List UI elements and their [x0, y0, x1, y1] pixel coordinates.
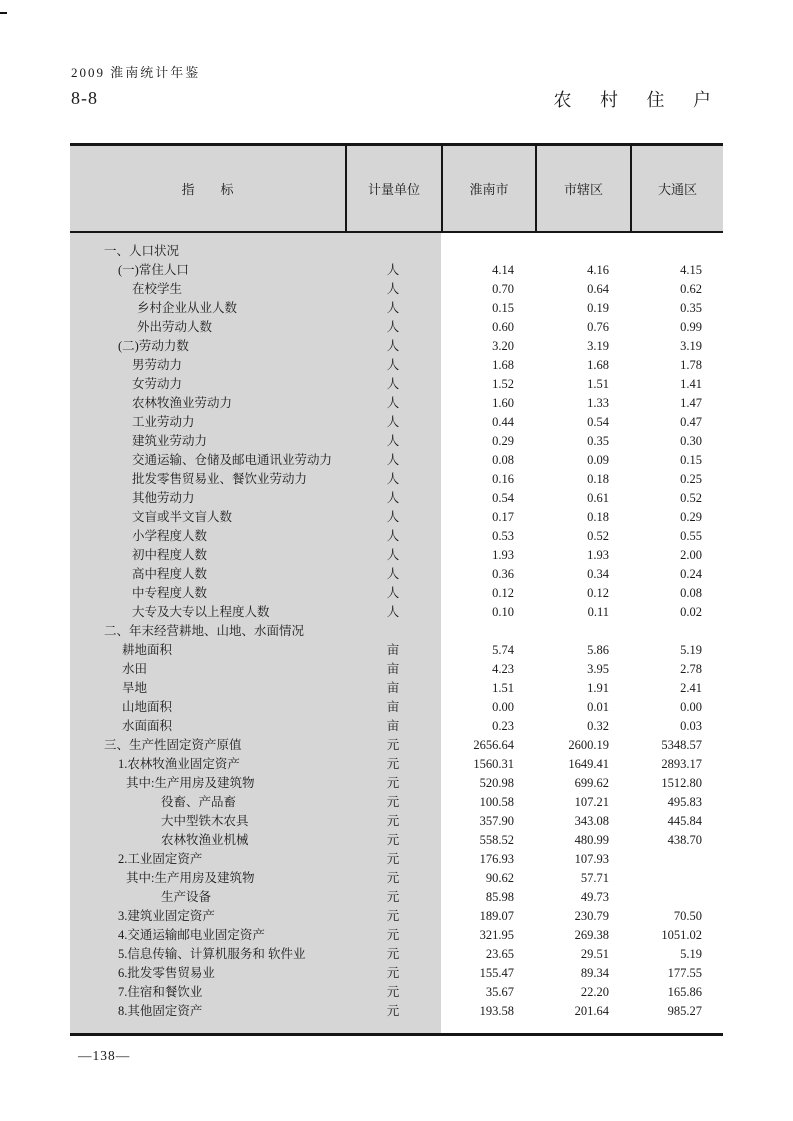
indicator-cell: 文盲或半文盲人数 [132, 510, 233, 524]
table-body [70, 233, 723, 1036]
col-header-huainan: 淮南市 [441, 146, 535, 231]
value-cell-huainan: 0.36 [492, 567, 514, 581]
value-cell-huainan: 0.16 [492, 472, 514, 486]
table-row [70, 603, 723, 622]
value-cell-datong: 1051.02 [661, 928, 702, 942]
table-row [70, 945, 723, 964]
table-row [70, 375, 723, 394]
value-cell-shixiaqu: 0.11 [587, 605, 609, 619]
col-header-shixiaqu: 市辖区 [535, 146, 630, 231]
value-cell-shixiaqu: 49.73 [580, 890, 609, 904]
value-cell-huainan: 2656.64 [473, 738, 514, 752]
indicator-cell: 一、人口状况 [104, 244, 180, 258]
value-cell-huainan: 1.51 [492, 681, 514, 695]
stats-table [70, 143, 723, 1036]
table-row [70, 337, 723, 356]
value-cell-shixiaqu: 343.08 [574, 814, 609, 828]
unit-cell [345, 242, 441, 261]
page-number: —138— [78, 1048, 131, 1063]
value-cell-shixiaqu: 2600.19 [568, 738, 609, 752]
table-row [70, 432, 723, 451]
value-cell-datong: 2.78 [680, 662, 702, 676]
table-row [70, 793, 723, 812]
value-cell-huainan [441, 622, 535, 641]
table-row [70, 755, 723, 774]
value-cell-datong [630, 242, 723, 261]
indicator-cell: 水面面积 [122, 719, 173, 733]
value-cell-datong: 445.84 [667, 814, 702, 828]
table-row [70, 736, 723, 755]
table-row [70, 831, 723, 850]
page-title: 农 村 住 户 [553, 90, 723, 110]
indicator-cell: 外出劳动人数 [137, 320, 213, 334]
value-cell-huainan: 189.07 [479, 909, 514, 923]
value-cell-shixiaqu: 0.54 [587, 415, 609, 429]
indicator-cell: 批发零售贸易业、餐饮业劳动力 [132, 472, 308, 486]
table-row [70, 394, 723, 413]
value-cell-shixiaqu [535, 242, 630, 261]
unit-cell: 人 [386, 358, 400, 372]
value-cell-shixiaqu: 480.99 [574, 833, 609, 847]
unit-cell: 亩 [386, 700, 400, 714]
value-cell-datong: 0.25 [680, 472, 702, 486]
value-cell-huainan: 0.15 [492, 301, 514, 315]
value-cell-datong: 70.50 [673, 909, 702, 923]
unit-cell: 人 [386, 453, 400, 467]
value-cell-shixiaqu: 0.18 [587, 510, 609, 524]
value-cell-shixiaqu: 107.21 [574, 795, 609, 809]
value-cell-datong [630, 850, 723, 869]
value-cell-huainan: 23.65 [485, 947, 514, 961]
value-cell-huainan: 85.98 [485, 890, 514, 904]
table-header [70, 143, 723, 233]
value-cell-datong: 5348.57 [661, 738, 702, 752]
value-cell-shixiaqu: 0.76 [587, 320, 609, 334]
unit-cell: 人 [386, 605, 400, 619]
table-row [70, 850, 723, 869]
indicator-cell: 乡村企业从业人数 [137, 301, 238, 315]
table-row [70, 660, 723, 679]
value-cell-datong: 0.35 [680, 301, 702, 315]
indicator-cell: 其中:生产用房及建筑物 [126, 871, 255, 885]
value-cell-datong: 2893.17 [661, 757, 702, 771]
table-row [70, 774, 723, 793]
value-cell-huainan: 321.95 [479, 928, 514, 942]
unit-cell: 人 [386, 586, 400, 600]
value-cell-datong: 0.30 [680, 434, 702, 448]
table-row [70, 451, 723, 470]
unit-cell: 人 [386, 301, 400, 315]
table-row [70, 546, 723, 565]
value-cell-datong: 5.19 [680, 947, 702, 961]
value-cell-huainan: 193.58 [479, 1004, 514, 1018]
unit-cell: 元 [386, 738, 400, 752]
indicator-cell: 农林牧渔业劳动力 [132, 396, 233, 410]
indicator-cell: 7.住宿和餐饮业 [118, 985, 203, 999]
value-cell-shixiaqu: 0.52 [587, 529, 609, 543]
value-cell-datong: 0.29 [680, 510, 702, 524]
indicator-cell: 生产设备 [161, 890, 212, 904]
table-row [70, 242, 723, 261]
print-registration-mark [0, 12, 7, 14]
value-cell-shixiaqu: 1.51 [587, 377, 609, 391]
value-cell-huainan: 520.98 [479, 776, 514, 790]
value-cell-huainan: 35.67 [485, 985, 514, 999]
unit-cell: 元 [386, 890, 400, 904]
unit-cell: 元 [386, 871, 400, 885]
table-row [70, 261, 723, 280]
value-cell-shixiaqu: 3.95 [587, 662, 609, 676]
value-cell-datong: 165.86 [667, 985, 702, 999]
unit-cell: 元 [386, 909, 400, 923]
indicator-cell: 旱地 [122, 681, 148, 695]
value-cell-huainan: 0.23 [492, 719, 514, 733]
indicator-cell: 大专及大专以上程度人数 [132, 605, 270, 619]
value-cell-huainan: 176.93 [479, 852, 514, 866]
value-cell-shixiaqu: 230.79 [574, 909, 609, 923]
value-cell-shixiaqu: 107.93 [574, 852, 609, 866]
unit-cell: 元 [386, 814, 400, 828]
value-cell-datong: 985.27 [667, 1004, 702, 1018]
table-row [70, 565, 723, 584]
value-cell-shixiaqu: 1.33 [587, 396, 609, 410]
unit-cell: 元 [386, 776, 400, 790]
indicator-cell: (二)劳动力数 [118, 339, 189, 353]
value-cell-datong: 1.47 [680, 396, 702, 410]
unit-cell: 人 [386, 396, 400, 410]
value-cell-datong [630, 622, 723, 641]
table-row [70, 888, 723, 907]
value-cell-huainan: 0.60 [492, 320, 514, 334]
table-row [70, 641, 723, 660]
table-row [70, 812, 723, 831]
value-cell-datong: 1.41 [680, 377, 702, 391]
indicator-cell: 小学程度人数 [132, 529, 208, 543]
value-cell-shixiaqu: 0.09 [587, 453, 609, 467]
value-cell-huainan: 155.47 [479, 966, 514, 980]
table-row [70, 508, 723, 527]
indicator-cell: 5.信息传输、计算机服务和 软件业 [118, 947, 306, 961]
indicator-cell: 1.农林牧渔业固定资产 [118, 757, 240, 771]
indicator-cell: 初中程度人数 [132, 548, 208, 562]
value-cell-datong: 0.47 [680, 415, 702, 429]
unit-cell: 亩 [386, 643, 400, 657]
value-cell-shixiaqu: 0.34 [587, 567, 609, 581]
col-header-unit: 计量单位 [345, 146, 441, 231]
unit-cell: 人 [386, 434, 400, 448]
value-cell-huainan: 1.60 [492, 396, 514, 410]
value-cell-datong: 177.55 [667, 966, 702, 980]
value-cell-huainan: 0.00 [492, 700, 514, 714]
unit-cell: 亩 [386, 719, 400, 733]
value-cell-datong [630, 869, 723, 888]
value-cell-shixiaqu: 57.71 [580, 871, 609, 885]
value-cell-datong: 1.78 [680, 358, 702, 372]
table-row [70, 964, 723, 983]
value-cell-shixiaqu: 0.61 [587, 491, 609, 505]
unit-cell: 元 [386, 795, 400, 809]
col-header-indicator: 指 标 [181, 182, 234, 197]
unit-cell: 人 [386, 320, 400, 334]
unit-cell: 人 [386, 529, 400, 543]
value-cell-huainan: 0.54 [492, 491, 514, 505]
value-cell-shixiaqu: 0.12 [587, 586, 609, 600]
value-cell-huainan: 0.53 [492, 529, 514, 543]
unit-cell: 元 [386, 947, 400, 961]
table-body-rows [70, 242, 723, 1021]
value-cell-shixiaqu: 1649.41 [568, 757, 609, 771]
value-cell-shixiaqu: 1.93 [587, 548, 609, 562]
value-cell-shixiaqu: 699.62 [574, 776, 609, 790]
value-cell-shixiaqu: 0.18 [587, 472, 609, 486]
value-cell-shixiaqu [535, 622, 630, 641]
table-row [70, 907, 723, 926]
value-cell-shixiaqu: 0.32 [587, 719, 609, 733]
unit-cell: 人 [386, 263, 400, 277]
value-cell-shixiaqu: 29.51 [580, 947, 609, 961]
indicator-cell: 水田 [122, 662, 148, 676]
unit-cell: 人 [386, 415, 400, 429]
table-row [70, 584, 723, 603]
value-cell-datong: 0.52 [680, 491, 702, 505]
table-row [70, 869, 723, 888]
value-cell-datong: 0.99 [680, 320, 702, 334]
table-row [70, 527, 723, 546]
value-cell-huainan: 90.62 [485, 871, 514, 885]
indicator-cell: 其他劳动力 [132, 491, 195, 505]
value-cell-datong: 0.55 [680, 529, 702, 543]
unit-cell: 元 [386, 1004, 400, 1018]
indicator-cell: 其中:生产用房及建筑物 [126, 776, 255, 790]
indicator-cell: 役畜、产品畜 [161, 795, 237, 809]
value-cell-datong: 2.00 [680, 548, 702, 562]
col-header-datong: 大通区 [630, 146, 723, 231]
table-row [70, 679, 723, 698]
value-cell-shixiaqu: 89.34 [580, 966, 609, 980]
value-cell-huainan: 4.23 [492, 662, 514, 676]
value-cell-huainan: 558.52 [479, 833, 514, 847]
value-cell-huainan: 1.93 [492, 548, 514, 562]
table-row [70, 1002, 723, 1021]
unit-cell: 人 [386, 510, 400, 524]
indicator-cell: 4.交通运输邮电业固定资产 [118, 928, 265, 942]
unit-cell [345, 622, 441, 641]
unit-cell: 元 [386, 852, 400, 866]
indicator-cell: 中专程度人数 [132, 586, 208, 600]
value-cell-datong: 0.03 [680, 719, 702, 733]
value-cell-huainan: 0.12 [492, 586, 514, 600]
indicator-cell: 在校学生 [132, 282, 183, 296]
value-cell-datong [630, 888, 723, 907]
value-cell-shixiaqu: 0.35 [587, 434, 609, 448]
value-cell-datong: 1512.80 [661, 776, 702, 790]
value-cell-huainan: 5.74 [492, 643, 514, 657]
indicator-cell: 农林牧渔业机械 [161, 833, 249, 847]
value-cell-shixiaqu: 3.19 [587, 339, 609, 353]
indicator-cell: 男劳动力 [132, 358, 183, 372]
unit-cell: 元 [386, 757, 400, 771]
value-cell-shixiaqu: 269.38 [574, 928, 609, 942]
unit-cell: 元 [386, 985, 400, 999]
value-cell-huainan: 357.90 [479, 814, 514, 828]
indicator-cell: 6.批发零售贸易业 [118, 966, 215, 980]
table-row [70, 280, 723, 299]
value-cell-datong: 3.19 [680, 339, 702, 353]
value-cell-shixiaqu: 201.64 [574, 1004, 609, 1018]
table-row [70, 622, 723, 641]
table-row [70, 926, 723, 945]
table-row [70, 299, 723, 318]
indicator-cell: 8.其他固定资产 [118, 1004, 203, 1018]
value-cell-datong: 2.41 [680, 681, 702, 695]
value-cell-datong: 0.02 [680, 605, 702, 619]
unit-cell: 人 [386, 339, 400, 353]
unit-cell: 元 [386, 928, 400, 942]
value-cell-huainan: 0.29 [492, 434, 514, 448]
value-cell-datong: 0.24 [680, 567, 702, 581]
indicator-cell: 工业劳动力 [132, 415, 195, 429]
value-cell-datong: 0.08 [680, 586, 702, 600]
value-cell-huainan: 0.70 [492, 282, 514, 296]
value-cell-huainan: 1560.31 [473, 757, 514, 771]
indicator-cell: 耕地面积 [122, 643, 173, 657]
unit-cell: 人 [386, 548, 400, 562]
indicator-cell: 建筑业劳动力 [132, 434, 208, 448]
unit-cell: 人 [386, 472, 400, 486]
indicator-cell: 山地面积 [122, 700, 173, 714]
unit-cell: 元 [386, 966, 400, 980]
value-cell-shixiaqu: 0.01 [587, 700, 609, 714]
yearbook-title: 2009 淮南统计年鉴 [71, 65, 201, 80]
unit-cell: 人 [386, 282, 400, 296]
value-cell-shixiaqu: 4.16 [587, 263, 609, 277]
unit-cell: 元 [386, 833, 400, 847]
indicator-cell: 高中程度人数 [132, 567, 208, 581]
indicator-cell: (一)常住人口 [118, 263, 189, 277]
unit-cell: 人 [386, 377, 400, 391]
value-cell-datong: 4.15 [680, 263, 702, 277]
indicator-cell: 女劳动力 [132, 377, 183, 391]
indicator-cell: 三、生产性固定资产原值 [104, 738, 242, 752]
table-row [70, 717, 723, 736]
value-cell-huainan: 0.08 [492, 453, 514, 467]
indicator-cell: 3.建筑业固定资产 [118, 909, 215, 923]
value-cell-huainan [441, 242, 535, 261]
table-row [70, 470, 723, 489]
value-cell-datong: 5.19 [680, 643, 702, 657]
value-cell-datong: 0.62 [680, 282, 702, 296]
unit-cell: 人 [386, 567, 400, 581]
table-row [70, 698, 723, 717]
value-cell-huainan: 0.17 [492, 510, 514, 524]
value-cell-datong: 0.15 [680, 453, 702, 467]
table-row [70, 318, 723, 337]
value-cell-huainan: 3.20 [492, 339, 514, 353]
value-cell-shixiaqu: 22.20 [580, 985, 609, 999]
value-cell-huainan: 1.52 [492, 377, 514, 391]
indicator-cell: 二、年末经营耕地、山地、水面情况 [104, 624, 305, 638]
value-cell-huainan: 100.58 [479, 795, 514, 809]
table-row [70, 356, 723, 375]
table-row [70, 983, 723, 1002]
value-cell-shixiaqu: 1.91 [587, 681, 609, 695]
unit-cell: 人 [386, 491, 400, 505]
table-number: 8-8 [71, 88, 98, 108]
table-row [70, 413, 723, 432]
value-cell-huainan: 0.10 [492, 605, 514, 619]
value-cell-shixiaqu: 5.86 [587, 643, 609, 657]
value-cell-shixiaqu: 0.19 [587, 301, 609, 315]
indicator-cell: 交通运输、仓储及邮电通讯业劳动力 [132, 453, 333, 467]
value-cell-datong: 0.00 [680, 700, 702, 714]
value-cell-huainan: 1.68 [492, 358, 514, 372]
value-cell-shixiaqu: 0.64 [587, 282, 609, 296]
value-cell-datong: 438.70 [667, 833, 702, 847]
indicator-cell: 大中型铁木农具 [161, 814, 249, 828]
table-row [70, 489, 723, 508]
value-cell-datong: 495.83 [667, 795, 702, 809]
value-cell-huainan: 0.44 [492, 415, 514, 429]
indicator-cell: 2.工业固定资产 [118, 852, 203, 866]
value-cell-shixiaqu: 1.68 [587, 358, 609, 372]
unit-cell: 亩 [386, 681, 400, 695]
unit-cell: 亩 [386, 662, 400, 676]
value-cell-huainan: 4.14 [492, 263, 514, 277]
